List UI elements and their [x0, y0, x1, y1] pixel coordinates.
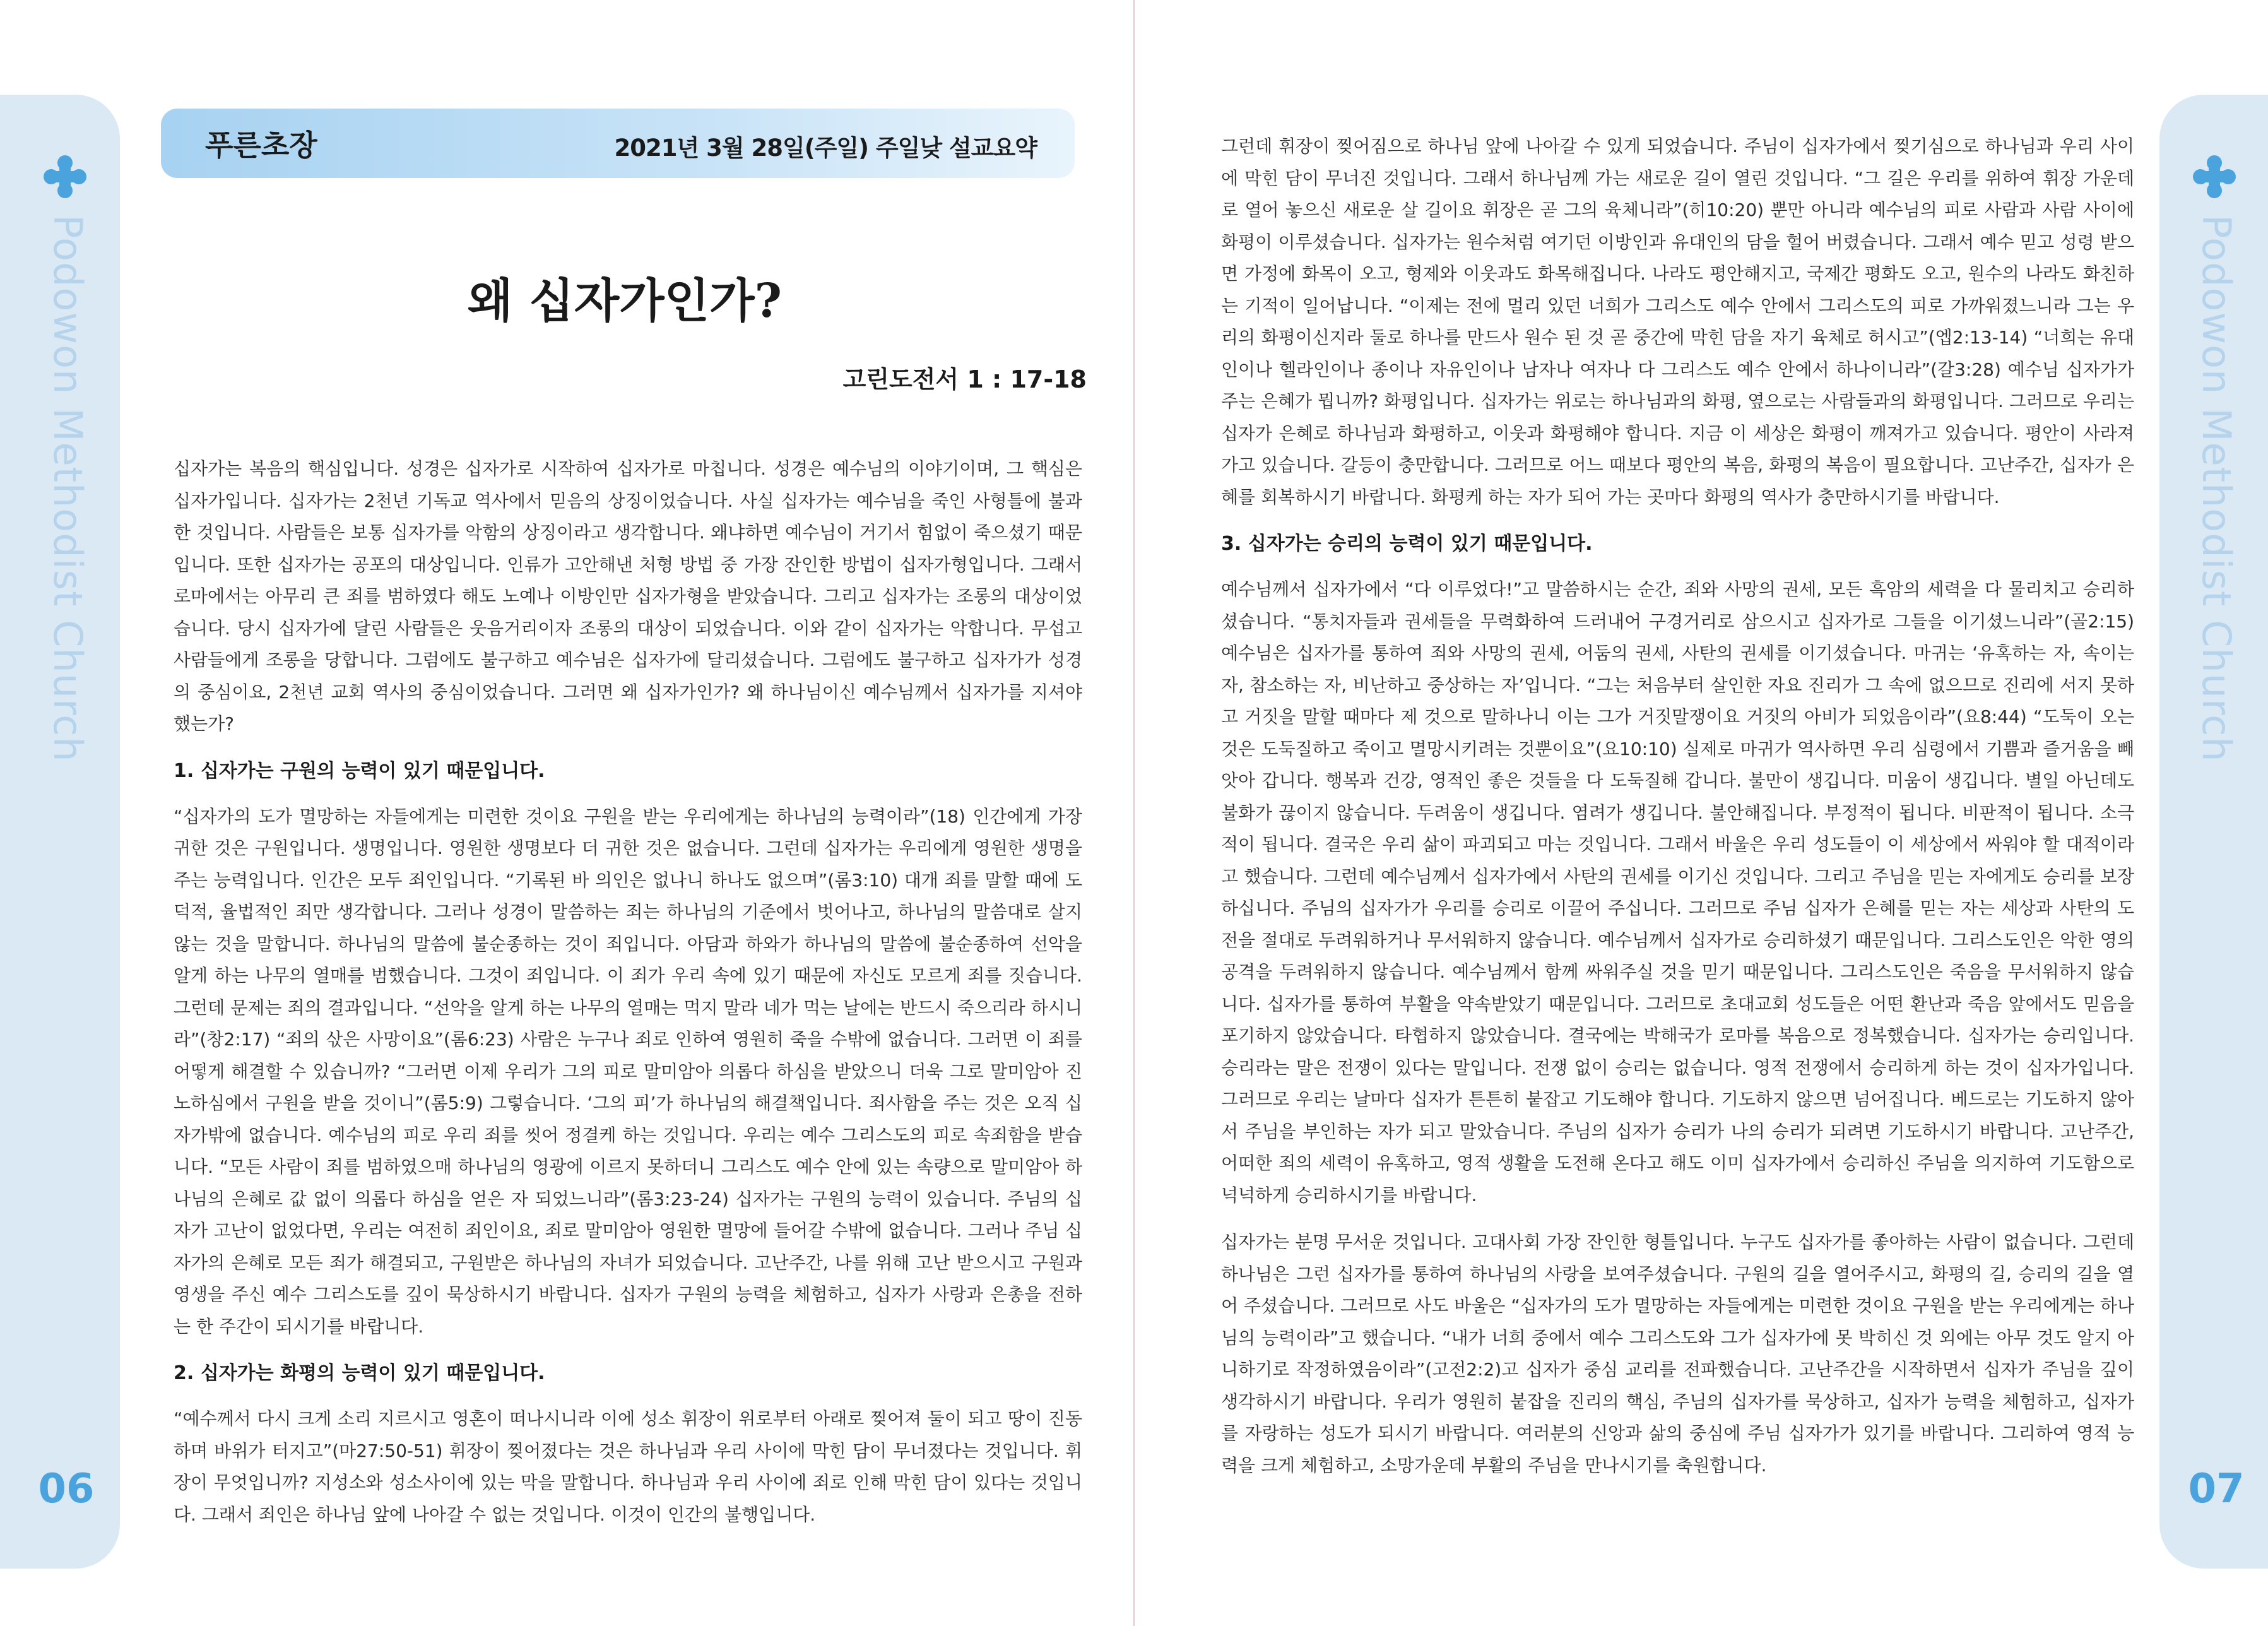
section-heading-3: 3. 십자가는 승리의 능력이 있기 때문입니다.: [1221, 533, 1593, 555]
sermon-title: 왜 십자가인가?: [467, 274, 783, 328]
section-heading-2: 2. 십자가는 화평의 능력이 있기 때문입니다.: [174, 1362, 545, 1384]
scripture-reference: 고린도전서 1 : 17-18: [842, 365, 1087, 393]
page-number: 06: [38, 1466, 95, 1512]
page-number: 07: [2188, 1466, 2245, 1512]
section-1-paragraph: “십자가의 도가 멸망하는 자들에게는 미련한 것이요 구원을 받는 우리에게는 하나님의 능력이라”(18) 인간에게 가장 귀한 것은 구원입니다. 생명입니다. 영원한 생명보다 더 귀한 것은 없습니다. 그런데 십자가는 우리에게 영원한 생명을 주는 능력입니다. 인간은 모두 죄인입니다. “기록된 바 의인은 없나니 하나도 없으며”(롬3:10) 대개 죄를 말할 때에 도덕적, 율법적인 죄만 생각합니다. 그러나 성경이 말씀하는 죄는 하나님의 기준에서 벗어나고, 하나님의 말씀대로 살지 않는 것을 말합니다. 하나님의 말씀에 불순종하는 것이 죄입니다. 아담과 하와가 하나님의 말씀에 불순종하여 선악을 알게 하는 나무의 열매를 범했습니다. 그것이 죄입니다. 이 죄가 우리 속에 있기 때문에 자신도 모르게 죄를 짓습니다. 그런데 문제는 죄의 결과입니다. “선악을 알게 하는 나무의 열매는 먹지 말라 네가 먹는 날에는 반드시 죽으리라 하시니라”(창2:17) “죄의 삯은 사망이요”(롬6:23) 사람은 누구나 죄로 인하여 영원히 죽을 수밖에 없습니다. 그러면 이 죄를 어떻게 해결할 수 있습니까? “그러면 이제 우리가 그의 피로 말미암아 의롭다 하심을 받았으니 더욱 그로 말미암아 진노하심에서 구원을 받을 것이니”(롬5:9) 그렇습니다. ‘그의 피’가 하나님의 해결책입니다. 죄사함을 주는 것은 오직 십자가밖에 없습니다. 예수님의 피로 우리 죄를 씻어 정결케 하는 것입니다. 우리는 예수 그리스도의 피로 속죄함을 받습니다. “모든 사람이 죄를 범하였으매 하나님의 영광에 이르지 못하더니 그리스도 예수 안에 있는 속량으로 말미암아 하나님의 은혜로 값 없이 의롭다 하심을 얻은 자 되었느니라”(롬3:23-24) 십자가는 구원의 능력이 있습니다. 주님의 십자가 고난이 없었다면, 우리는 여전히 죄인이요, 죄로 말미암아 영원한 멸망에 들어갈 수밖에 없습니다. 그러나 주님 십자가의 은혜로 모든 죄가 해결되고, 구원받은 하나님의 자녀가 되었습니다. 고난주간, 나를 위해 고난 받으시고 구원과 영생을 주신 예수 그리스도를 깊이 묵상하시기 바랍니다. 십자가 구원의 능력을 체험하고, 십자가 사랑과 은총을 전하는 한 주간이 되시기를 바랍니다.: [174, 805, 1082, 1337]
right-body-text: [1221, 131, 2134, 1497]
section-label: 푸른초장: [205, 128, 317, 162]
section-3-paragraph: 예수님께서 십자가에서 “다 이루었다!”고 말씀하시는 순간, 죄와 사망의 권세, 모든 흑암의 세력을 다 물리치고 승리하셨습니다. “통치자들과 권세들을 무력화하여 드러내어 구경거리로 삼으시고 십자가로 그들을 이기셨느니라”(골2:15) 예수님은 십자가를 통하여 죄와 사망의 권세, 어둠의 권세, 사탄의 권세를 이기셨습니다. 마귀는 ‘유혹하는 자, 속이는 자, 참소하는 자, 비난하고 중상하는 자’입니다. “그는 처음부터 살인한 자요 진리가 그 속에 없으므로 진리에 서지 못하고 거짓을 말할 때마다 제 것으로 말하나니 이는 그가 거짓말쟁이요 거짓의 아비가 되었음이라”(요8:44) “도둑이 오는 것은 도둑질하고 죽이고 멸망시키려는 것뿐이요”(요10:10) 실제로 마귀가 역사하면 우리 심령에서 기쁨과 즐거움을 빼앗아 갑니다. 행복과 건강, 영적인 좋은 것들을 다 도둑질해 갑니다. 불만이 생깁니다. 미움이 생깁니다. 별일 아닌데도 불화가 끊이지 않습니다. 두려움이 생깁니다. 염려가 생깁니다. 불안해집니다. 부정적이 됩니다. 비판적이 됩니다. 소극적이 됩니다. 결국은 우리 삶이 파괴되고 마는 것입니다. 그래서 바울은 우리 성도들이 이 세상에서 싸워야 할 대적이라고 했습니다. 그런데 예수님께서 십자가에서 사탄의 권세를 이기신 것입니다. 그리고 주님을 믿는 자에게도 승리를 보장하십니다. 주님의 십자가가 우리를 승리로 이끌어 주십니다. 그러므로 주님 십자가 은혜를 믿는 자는 세상과 사탄의 도전을 절대로 두려워하거나 무서워하지 않습니다. 예수님께서 십자가로 승리하셨기 때문입니다. 그리스도인은 악한 영의 공격을 두려워하지 않습니다. 예수님께서 함께 싸워주실 것을 믿기 때문입니다. 그리스도인은 죽음을 무서워하지 않습니다. 십자가를 통하여 부활을 약속받았기 때문입니다. 그러므로 초대교회 성도들은 어떤 환난과 죽음 앞에서도 믿음을 포기하지 않았습니다. 타협하지 않았습니다. 결국에는 박해국가 로마를 복음으로 정복했습니다. 십자가는 승리입니다. 승리라는 말은 전쟁이 있다는 말입니다. 전쟁 없이 승리는 없습니다. 영적 전쟁에서 승리하게 하는 것이 십자가입니다. 그러므로 우리는 날마다 십자가 튼튼히 붙잡고 기도해야 합니다. 기도하지 않으면 넘어집니다. 베드로는 기도하지 않아서 주님을 부인하는 자가 되고 말았습니다. 주님의 십자가 승리가 나의 승리가 되려면 기도하시기 바랍니다. 고난주간, 어떠한 죄의 세력이 유혹하고, 영적 생활을 도전해 온다고 해도 이미 십자가에서 승리하신 주님을 의지하여 기도함으로 넉넉하게 승리하시기를 바랍니다.: [1221, 579, 2134, 1206]
intro-paragraph: 십자가는 복음의 핵심입니다. 성경은 십자가로 시작하여 십자가로 마칩니다. 성경은 예수님의 이야기이며, 그 핵심은 십자가입니다. 십자가는 2천년 기독교 역사에서 믿음의 상징이었습니다. 사실 십자가는 예수님을 죽인 사형틀에 불과한 것입니다. 사람들은 보통 십자가를 악함의 상징이라고 생각합니다. 왜냐하면 예수님이 거기서 힘없이 죽으셨기 때문입니다. 또한 십자가는 공포의 대상입니다. 인류가 고안해낸 처형 방법 중 가장 잔인한 방법이 십자가형입니다. 그래서 로마에서는 아무리 큰 죄를 범하였다 해도 노예나 이방인만 십자가형을 받았습니다. 그리고 십자가는 조롱의 대상이었습니다. 당시 십자가에 달린 사람들은 웃음거리이자 조롱의 대상이 되었습니다. 이와 같이 십자가는 악합니다. 무섭고 사람들에게 조롱을 당합니다. 그럼에도 불구하고 예수님은 십자가에 달리셨습니다. 그럼에도 불구하고 십자가가 성경의 중심이요, 2천년 교회 역사의 중심이었습니다. 그러면 왜 십자가인가? 왜 하나님이신 예수님께서 십자가를 지셔야 했는가?: [174, 458, 1082, 734]
conclusion-paragraph: 십자가는 분명 무서운 것입니다. 고대사회 가장 잔인한 형틀입니다. 누구도 십자가를 좋아하는 사람이 없습니다. 그런데 하나님은 그런 십자가를 통하여 하나님의 사랑을 보여주셨습니다. 구원의 길을 열어주시고, 화평의 길, 승리의 길을 열어 주셨습니다. 그러므로 사도 바울은 “십자가의 도가 멸망하는 자들에게는 미련한 것이요 구원을 받는 우리에게는 하나님의 능력이라”고 했습니다. “내가 너희 중에서 예수 그리스도와 그가 십자가에 못 박히신 것 외에는 아무 것도 알지 아니하기로 작정하였음이라”(고전2:2)고 십자가 중심 교리를 전파했습니다. 고난주간을 시작하면서 십자가 주님을 깊이 생각하시기 바랍니다. 우리가 영원히 붙잡을 진리의 핵심, 주님의 십자가를 묵상하고, 십자가 능력을 체험하고, 십자가를 자랑하는 성도가 되시기 바랍니다. 여러분의 신앙과 삶의 중심에 주님 십자가가 있기를 바랍니다. 그리하여 영적 능력을 크게 체험하고, 소망가운데 부활의 주님을 만나시기를 축원합니다.: [1221, 1231, 2134, 1476]
section-2-continued-paragraph: 그런데 휘장이 찢어짐으로 하나님 앞에 나아갈 수 있게 되었습니다. 주님이 십자가에서 찢기심으로 하나님과 우리 사이에 막힌 담이 무너진 것입니다. 그래서 하나님께 가는 새로운 길이 열린 것입니다. “그 길은 우리를 위하여 휘장 가운데로 열어 놓으신 새로운 살 길이요 휘장은 곧 그의 육체니라”(히10:20) 뿐만 아니라 예수님의 피로 사람과 사람 사이에 화평이 이루셨습니다. 십자가는 원수처럼 여기던 이방인과 유대인의 담을 헐어 버렸습니다. 그래서 예수 믿고 성령 받으면 가정에 화목이 오고, 형제와 이웃과도 화목해집니다. 나라도 평안해지고, 국제간 평화도 오고, 원수의 나라도 화친하는 기적이 일어납니다. “이제는 전에 멀리 있던 너희가 그리스도 예수 안에서 그리스도의 피로 가까워졌느니라 그는 우리의 화평이신지라 둘로 하나를 만드사 원수 된 것 곧 중간에 막힌 담을 자기 육체로 허시고”(엡2:13-14) “너희는 유대인이나 헬라인이나 종이나 자유인이나 남자나 여자나 다 그리스도 예수 안에서 하나이니라”(갈3:28) 예수님 십자가가 주는 은혜가 뭡니까? 화평입니다. 십자가는 위로는 하나님과의 화평, 옆으로는 사람들과의 화평입니다. 그러므로 우리는 십자가 은혜로 하나님과 화평하고, 이웃과 화평해야 합니다. 지금 이 세상은 화평이 깨져가고 있습니다. 평안이 사라져가고 있습니다. 갈등이 충만합니다. 그러므로 어느 때보다 평안의 복음, 화평의 복음이 필요합니다. 고난주간, 십자가 은혜를 회복하시기 바랍니다. 화평케 하는 자가 되어 가는 곳마다 화평의 역사가 충만하시기를 바랍니다.: [1221, 136, 2134, 507]
cross-icon: [2192, 155, 2236, 199]
section-2-paragraph: “예수께서 다시 크게 소리 지르시고 영혼이 떠나시니라 이에 성소 휘장이 위로부터 아래로 찢어져 둘이 되고 땅이 진동하며 바위가 터지고”(마27:50-51) 휘장이 찢어졌다는 것은 하나님과 우리 사이에 막힌 담이 무너졌다는 것입니다. 휘장이 무엇입니까? 지성소와 성소사이에 있는 막을 말합니다. 하나님과 우리 사이에 죄로 인해 막힌 담이 있다는 것입니다. 그래서 죄인은 하나님 앞에 나아갈 수 없는 것입니다. 이것이 인간의 불행입니다.: [174, 1408, 1082, 1525]
cross-icon: [43, 155, 87, 199]
sermon-date: 2021년 3월 28일(주일) 주일낮 설교요약: [614, 134, 1037, 162]
header-banner: [161, 109, 1075, 178]
church-name: Podowon Methodist Church: [2194, 215, 2240, 763]
right-page: [1134, 0, 2268, 1626]
church-name: Podowon Methodist Church: [45, 215, 91, 763]
section-heading-1: 1. 십자가는 구원의 능력이 있기 때문입니다.: [174, 759, 545, 782]
left-body-text: [174, 453, 1082, 1546]
